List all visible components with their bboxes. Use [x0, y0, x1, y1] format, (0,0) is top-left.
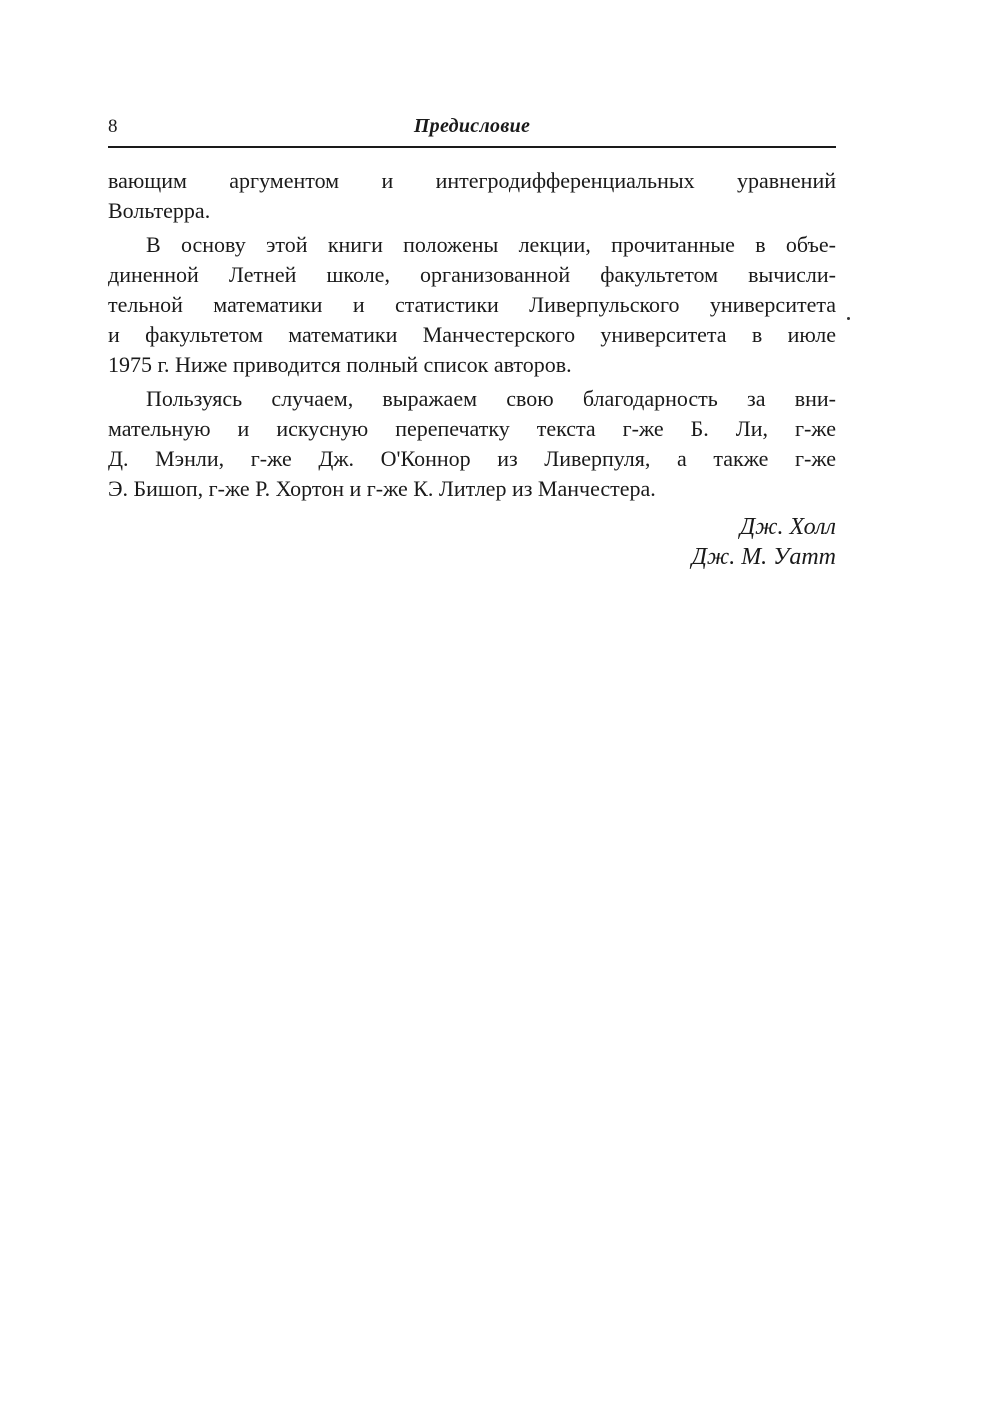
text-line: Д. Мэнли, г-же Дж. О'Коннор из Ливерпуля, а также г-же	[108, 446, 836, 471]
text-line: тельной математики и статистики Ливерпульского университета	[108, 292, 836, 317]
running-head: Предисловие	[413, 115, 531, 137]
text-line: Э. Бишоп, г-же Р. Хортон и г-же К. Литлер из Манчестера.	[108, 476, 656, 501]
paragraph-2	[108, 230, 836, 380]
header-rule	[108, 146, 836, 148]
text-line: диненной Летней школе, организованной факультетом вычисли-	[108, 262, 836, 287]
signature-author-2: Дж. М. Уатт	[691, 544, 836, 570]
text-line: Вольтерра.	[108, 198, 211, 223]
signatures	[692, 512, 836, 572]
text-line: и факультетом математики Манчестерского университета в июле	[108, 322, 836, 347]
scan-speck	[847, 317, 850, 320]
body-text	[108, 166, 836, 504]
text-line: Пользуясь случаем, выражаем свою благодарность за вни-	[146, 386, 836, 411]
paragraph-3	[108, 384, 836, 504]
page-header	[108, 112, 836, 146]
text-line: В основу этой книги положены лекции, прочитанные в объе-	[146, 232, 836, 257]
signature-author-1: Дж. Холл	[739, 514, 836, 540]
text-line: 1975 г. Ниже приводится полный список авторов.	[108, 352, 572, 377]
text-line: вающим аргументом и интегродифференциальных уравнений	[108, 168, 836, 193]
page-number: 8	[108, 116, 118, 137]
text-line: мательную и искусную перепечатку текста г-же Б. Ли, г-же	[108, 416, 836, 441]
paragraph-1	[108, 166, 836, 226]
